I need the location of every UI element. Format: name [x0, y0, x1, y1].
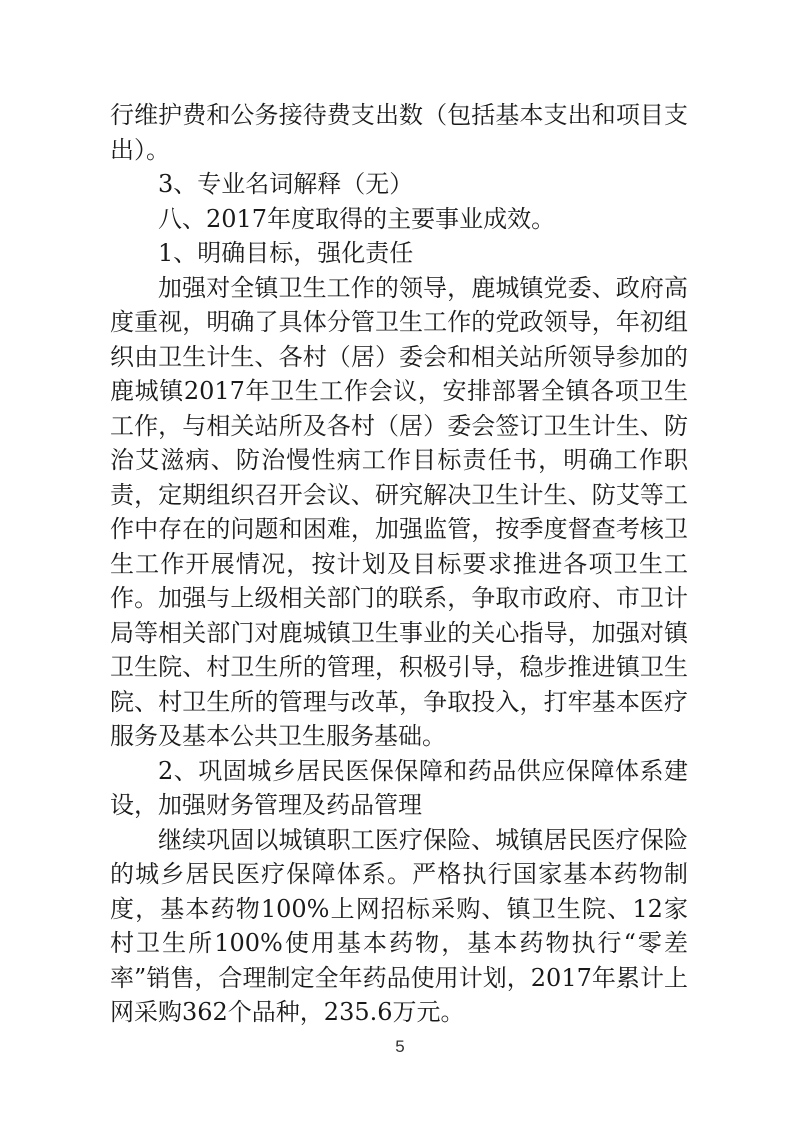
- subheading-goals: 1、明确目标，强化责任: [158, 239, 414, 267]
- paragraph-insurance: 继续巩固以城镇职工医疗保险、城镇居民医疗保险的城乡居民医疗保障体系。严格执行国家基本药物制度，基本药物100%上网招标采购、镇卫生院、12家村卫生所100%使用基本药物，基本药物执行“零差率”销售，合理制定全年药品使用计划，2017年累计上网采购362个品种，235.6万元。: [110, 825, 688, 1026]
- paragraph-continuation: 行维护费和公务接待费支出数（包括基本支出和项目支出）。: [110, 101, 688, 164]
- section-heading-achievements: 八、2017年度取得的主要事业成效。: [158, 204, 556, 233]
- paragraph-goals: 加强对全镇卫生工作的领导，鹿城镇党委、政府高度重视，明确了具体分管卫生工作的党政领导，年初组织由卫生计生、各村（居）委会和相关站所领导参加的鹿城镇2017年卫生工作会议，安排部署全镇各项卫生工作，与相关站所及各村（居）委会签订卫生计生、防治艾滋病、防治慢性病工作目标责任书，明确工作职责，定期组织召开会议、研究解决卫生计生、防艾等工作中存在的问题和困难，加强监管，按季度督查考核卫生工作开展情况，按计划及目标要求推进各项卫生工作。加强与上级相关部门的联系，争取市政府、市卫计局等相关部门对鹿城镇卫生事业的关心指导，加强对镇卫生院、村卫生所的管理，积极引导，稳步推进镇卫生院、村卫生所的管理与改革，争取投入，打牢基本医疗服务及基本公共卫生服务基础。: [110, 273, 688, 750]
- heading-terminology: 3、专业名词解释（无）: [158, 170, 414, 198]
- subheading-insurance: 2、巩固城乡居民医保保障和药品供应保障体系建设，加强财务管理及药品管理: [110, 756, 688, 819]
- document-body: [110, 98, 688, 1030]
- page-number: 5: [395, 1037, 405, 1056]
